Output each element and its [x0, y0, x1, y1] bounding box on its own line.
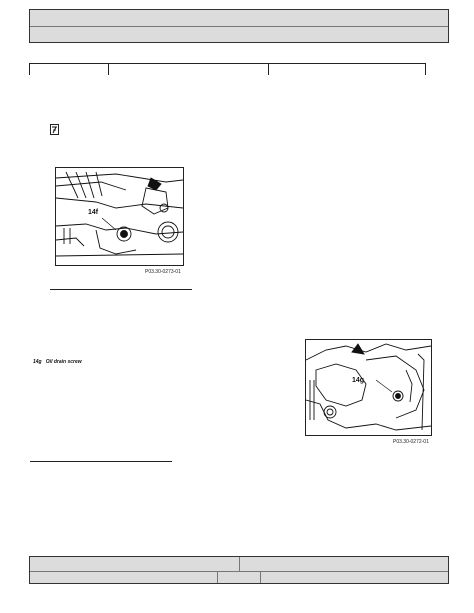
- figure1-callout: 14f: [88, 209, 99, 216]
- header-divider: [30, 26, 448, 27]
- engine-illustration-2: [306, 340, 431, 435]
- table-top-rule: [29, 63, 426, 64]
- figure2-callout: 14g: [352, 377, 365, 384]
- section-divider: [30, 461, 172, 462]
- table-column-tick: [268, 63, 269, 75]
- footer-divider: [30, 571, 448, 572]
- figure1-caption: P03.30-0273-01: [145, 269, 181, 275]
- figure2-caption: P03.30-0272-01: [393, 439, 429, 445]
- note-icon: [50, 124, 59, 135]
- footer-column-divider: [260, 572, 261, 583]
- table-column-tick: [425, 63, 426, 75]
- legend-key: 14g: [33, 359, 42, 365]
- table-column-tick: [108, 63, 109, 75]
- footer-column-divider: [217, 572, 218, 583]
- table-column-tick: [29, 63, 30, 75]
- footer-column-divider: [239, 557, 240, 571]
- legend-entry: [33, 359, 82, 365]
- figure-engine-detail-1: [55, 167, 184, 266]
- engine-illustration-1: [56, 168, 183, 265]
- legend-text: Oil drain screw: [45, 359, 82, 365]
- section-divider: [50, 289, 192, 290]
- figure-engine-detail-2: [305, 339, 432, 436]
